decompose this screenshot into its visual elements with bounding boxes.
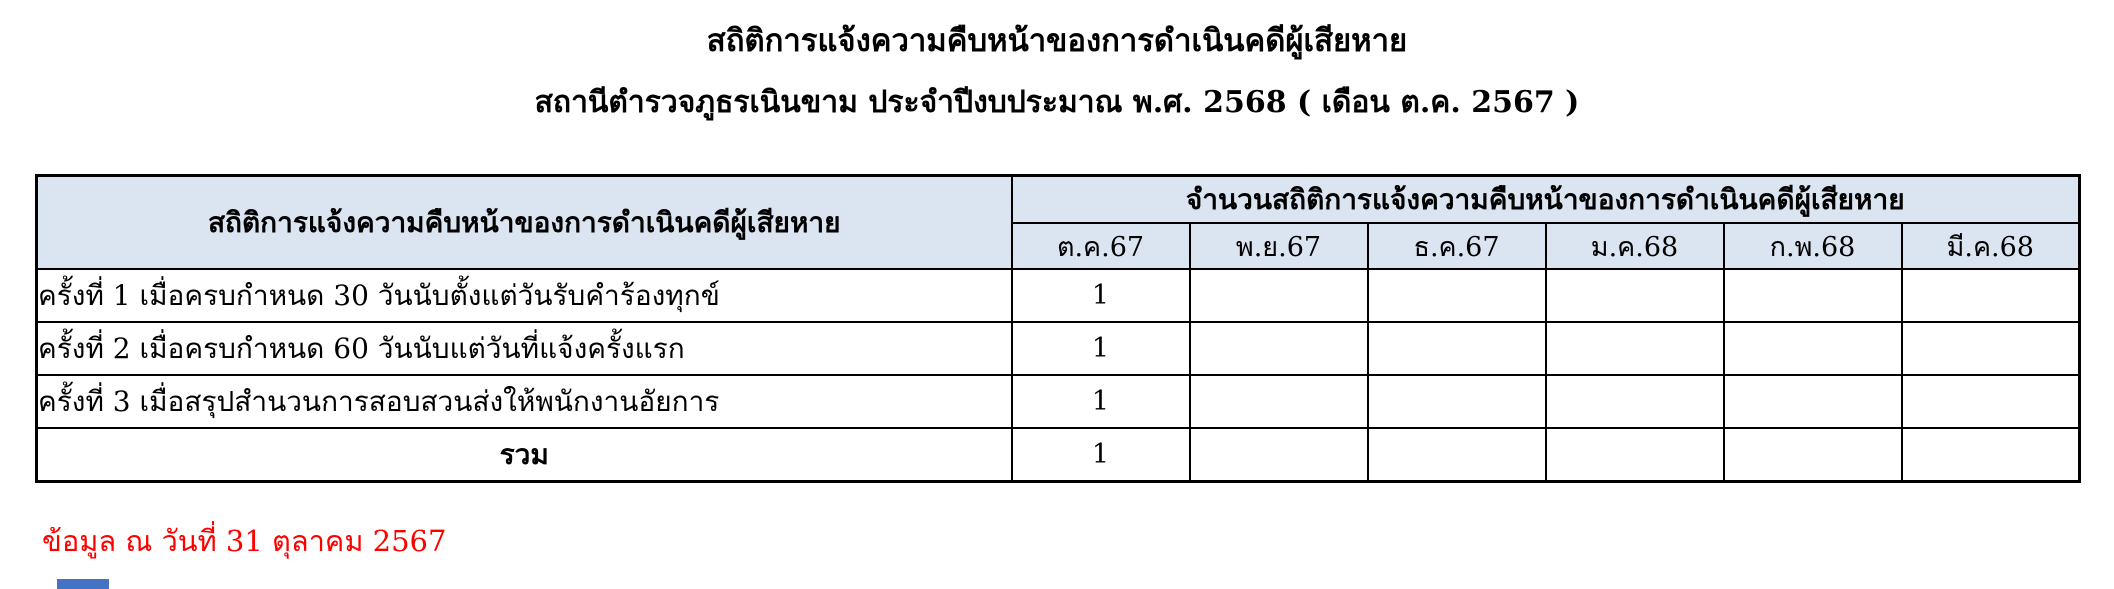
table-row: [37, 375, 2080, 428]
cell-value: 1: [1012, 269, 1190, 322]
row-label: ครั้งที่ 2 เมื่อครบกำหนด 60 วันนับแต่วันที่แจ้งครั้งแรก: [37, 322, 1012, 375]
cell-value: [1368, 375, 1546, 428]
total-cell-value: [1724, 428, 1902, 482]
total-cell-value: [1902, 428, 2080, 482]
cell-value: [1546, 375, 1724, 428]
total-row-label: รวม: [37, 428, 1012, 482]
row-label: ครั้งที่ 3 เมื่อสรุปสำนวนการสอบสวนส่งให้พนักงานอัยการ: [37, 375, 1012, 428]
cell-value: [1190, 375, 1368, 428]
month-header-dec67: ธ.ค.67: [1368, 223, 1546, 269]
total-cell-value: [1190, 428, 1368, 482]
cell-value: [1902, 269, 2080, 322]
cell-value: [1190, 322, 1368, 375]
row-description-header: สถิติการแจ้งความคืบหน้าของการดำเนินคดีผู้เสียหาย: [37, 176, 1012, 270]
header-row-group: [37, 176, 2080, 224]
statistics-table: [35, 174, 2081, 483]
month-header-jan68: ม.ค.68: [1546, 223, 1724, 269]
cell-value: [1902, 322, 2080, 375]
cell-value: [1368, 322, 1546, 375]
table-row: [37, 269, 2080, 322]
row-label: ครั้งที่ 1 เมื่อครบกำหนด 30 วันนับตั้งแต่วันรับคำร้องทุกข์: [37, 269, 1012, 322]
sheet-tab[interactable]: [57, 579, 109, 589]
total-cell-value: 1: [1012, 428, 1190, 482]
total-cell-value: [1368, 428, 1546, 482]
total-row: [37, 428, 2080, 482]
page-subtitle: สถานีตำรวจภูธรเนินขาม ประจำปีงบประมาณ พ.ศ. 2568 ( เดือน ต.ค. 2567 ): [534, 85, 1580, 121]
month-header-nov67: พ.ย.67: [1190, 223, 1368, 269]
month-header-feb68: ก.พ.68: [1724, 223, 1902, 269]
total-cell-value: [1546, 428, 1724, 482]
cell-value: 1: [1012, 322, 1190, 375]
cell-value: [1902, 375, 2080, 428]
month-header-mar68: มี.ค.68: [1902, 223, 2080, 269]
cell-value: [1724, 375, 1902, 428]
cell-value: [1724, 269, 1902, 322]
cell-value: [1368, 269, 1546, 322]
cell-value: [1190, 269, 1368, 322]
cell-value: [1546, 269, 1724, 322]
as-of-date-note: ข้อมูล ณ วันที่ 31 ตุลาคม 2567: [42, 524, 447, 558]
page-title: สถิติการแจ้งความคืบหน้าของการดำเนินคดีผู้เสียหาย: [706, 23, 1408, 59]
table-row: [37, 322, 2080, 375]
cell-value: 1: [1012, 375, 1190, 428]
cell-value: [1724, 322, 1902, 375]
cell-value: [1546, 322, 1724, 375]
count-group-header: จำนวนสถิติการแจ้งความคืบหน้าของการดำเนินคดีผู้เสียหาย: [1012, 176, 2080, 224]
month-header-oct67: ต.ค.67: [1012, 223, 1190, 269]
